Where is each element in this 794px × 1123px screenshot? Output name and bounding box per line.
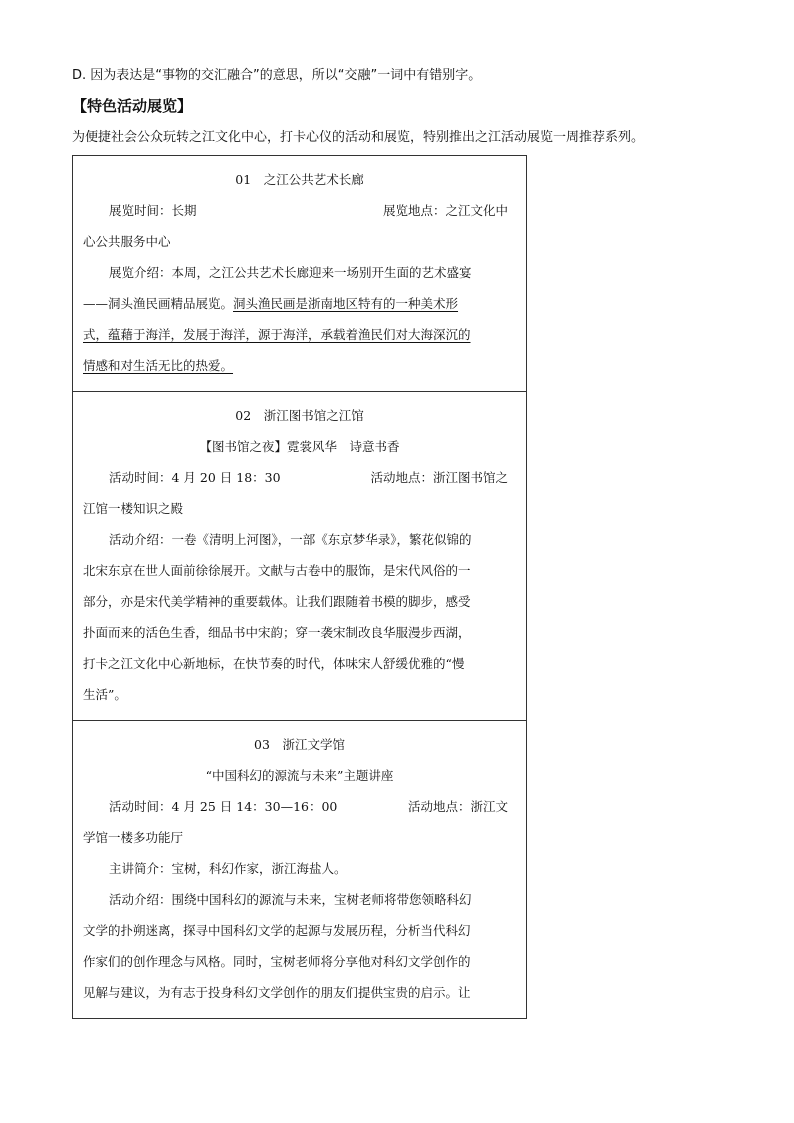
card-place: 活动地点：浙江文 xyxy=(407,799,508,814)
card-place: 活动地点：浙江图书馆之 xyxy=(370,470,508,485)
card-subtitle: 【图书馆之夜】霓裳风华 诗意书香 xyxy=(199,439,400,454)
option-d-text: D. 因为表达是“事物的交汇融合”的意思，所以“交融”一词中有错别字。 xyxy=(72,68,482,83)
card-time: 展览时间：长期 xyxy=(109,203,197,218)
card-desc-line: 式，蕴藉于海洋，发展于海洋，源于海洋，承载着渔民们对大海深沉的 xyxy=(83,327,471,342)
card-desc-line xyxy=(83,288,516,319)
card-time-place xyxy=(83,462,516,493)
desc-underlined: 洞头渔民画是浙南地区特有的一种美术形 xyxy=(233,296,459,311)
card-desc-line: 情感和对生活无比的热爱。 xyxy=(83,358,234,373)
card-desc-line: 展览介绍：本周，之江公共艺术长廊迎来一场别开生面的艺术盛宴 xyxy=(109,265,472,280)
activity-card-02 xyxy=(73,392,526,721)
card-place: 展览地点：之江文化中 xyxy=(382,203,508,218)
intro-paragraph: 为便捷社会公众玩转之江文化中心，打卡心仪的活动和展览，特别推出之江活动展览一周推荐系列。 xyxy=(72,130,645,145)
card-title: 01 之江公共艺术长廊 xyxy=(235,172,364,187)
card-desc-line: 文学的扑朔迷离，探寻中国科幻文学的起源与发展历程，分析当代科幻 xyxy=(83,923,471,938)
card-place-cont: 江馆一楼知识之殿 xyxy=(83,501,184,516)
activity-card-03 xyxy=(73,721,526,1018)
card-time: 活动时间：4 月 20 日 18：30 xyxy=(109,470,281,485)
card-title: 03 浙江文学馆 xyxy=(254,737,345,752)
card-speaker: 主讲简介：宝树，科幻作家，浙江海盐人。 xyxy=(109,861,347,876)
card-desc-line: 活动介绍：一卷《清明上河图》，一部《东京梦华录》，繁花似锦的 xyxy=(109,532,472,547)
card-desc-line: 作家们的创作理念与风格。同时，宝树老师将分享他对科幻文学创作的 xyxy=(83,954,471,969)
card-desc-line: 生活”。 xyxy=(83,687,127,702)
card-desc-line: 部分，亦是宋代美学精神的重要载体。让我们跟随着书模的脚步，感受 xyxy=(83,594,471,609)
card-desc-line: 扑面而来的活色生香，细品书中宋韵；穿一袭宋制改良华服漫步西湖， xyxy=(83,625,471,640)
card-place-cont: 学馆一楼多功能厅 xyxy=(83,830,184,845)
card-title: 02 浙江图书馆之江馆 xyxy=(235,408,364,423)
card-desc-line: 北宋东京在世人面前徐徐展开。文献与古卷中的服饰，是宋代风俗的一 xyxy=(83,563,471,578)
card-subtitle: “中国科幻的源流与未来”主题讲座 xyxy=(205,768,394,783)
card-desc-line: 见解与建议，为有志于投身科幻文学创作的朋友们提供宝贵的启示。让 xyxy=(83,985,471,1000)
card-desc-line: 打卡之江文化中心新地标，在快节奏的时代，体味宋人舒缓优雅的“慢 xyxy=(83,656,465,671)
card-time: 活动时间：4 月 25 日 14：30—16：00 xyxy=(109,799,338,814)
activity-card-01 xyxy=(73,156,526,392)
card-desc-line: 活动介绍：围绕中国科幻的源流与未来，宝树老师将带您领略科幻 xyxy=(109,892,472,907)
card-time-place xyxy=(83,195,516,226)
card-place-cont: 心公共服务中心 xyxy=(83,234,171,249)
section-heading: 【特色活动展览】 xyxy=(72,97,193,115)
card-time-place xyxy=(83,791,516,822)
desc-plain: ——洞头渔民画精品展览。 xyxy=(83,296,234,311)
activity-table xyxy=(72,155,527,1019)
